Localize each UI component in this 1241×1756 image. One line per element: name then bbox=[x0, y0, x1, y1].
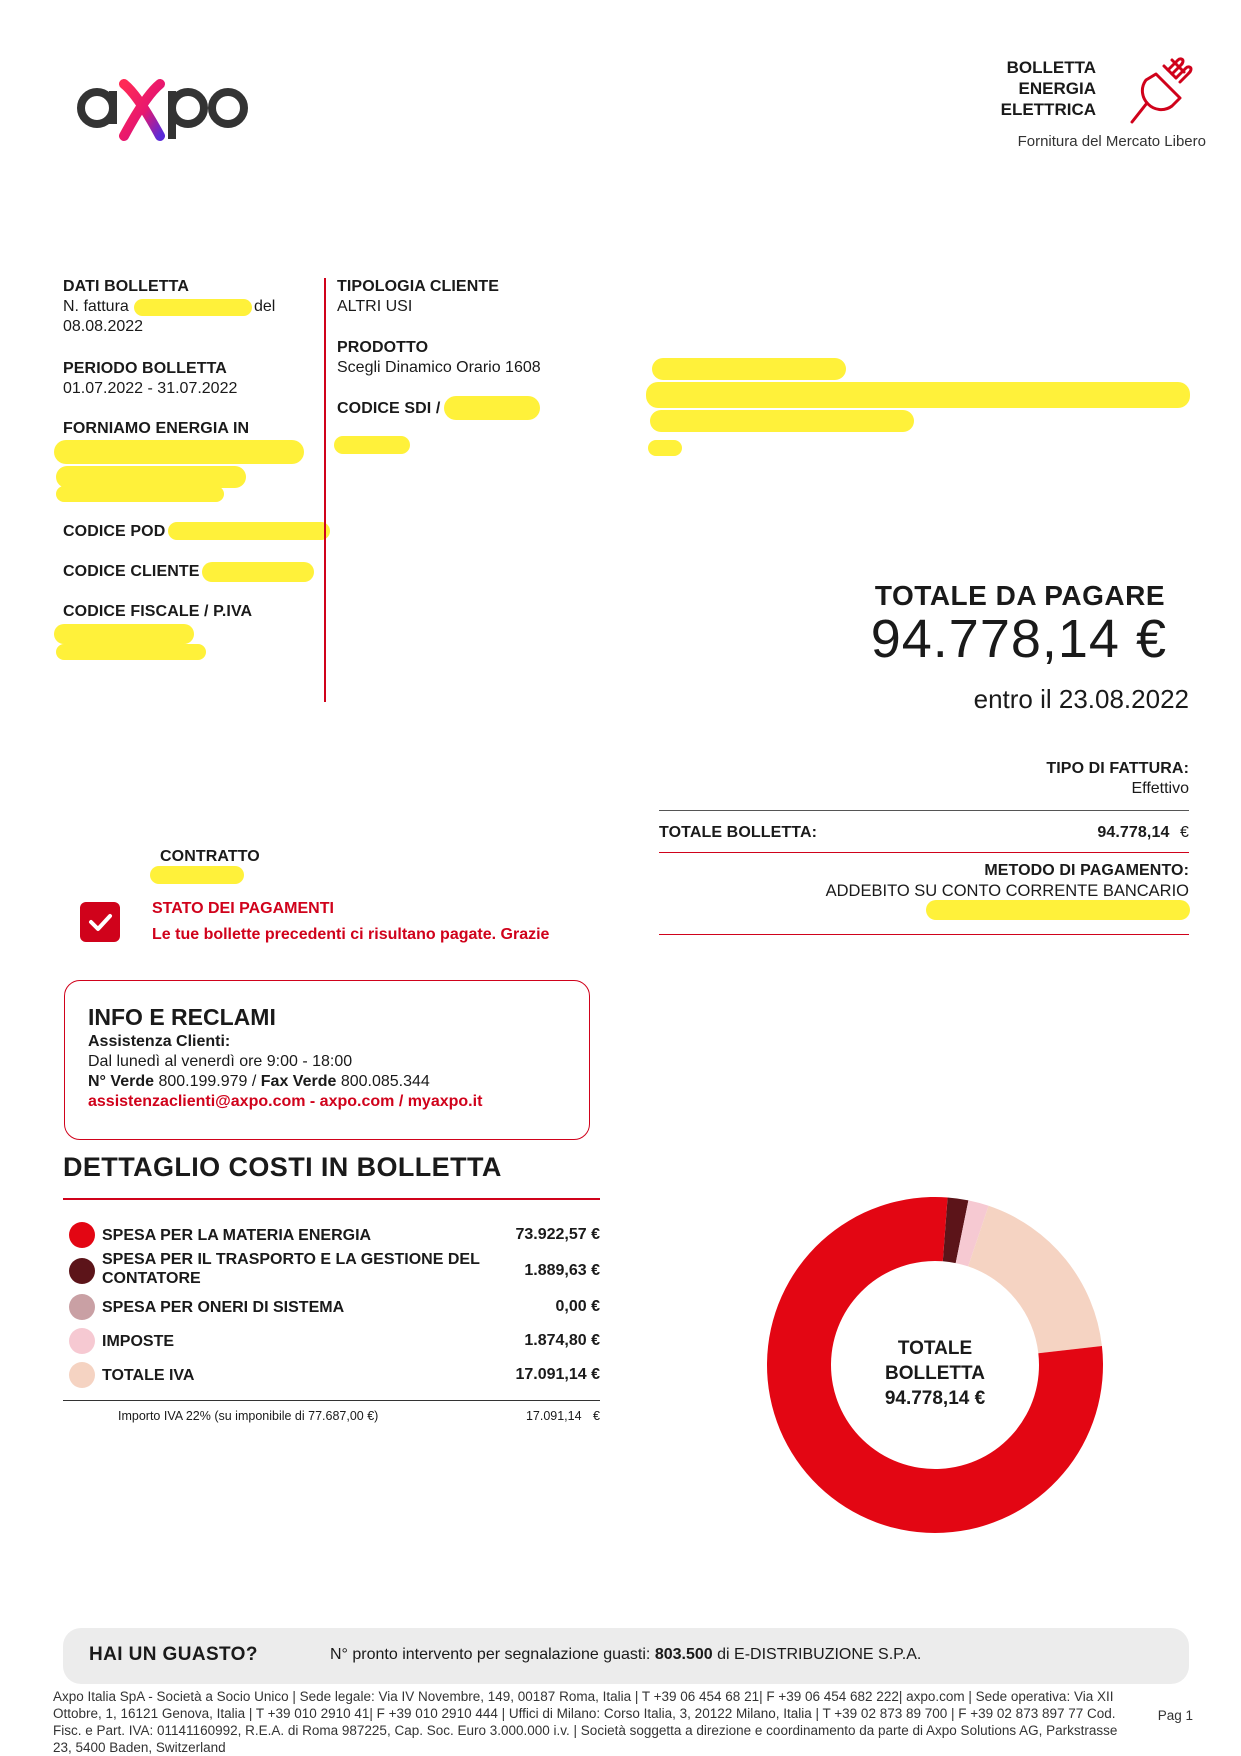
tipologia-label: TIPOLOGIA CLIENTE bbox=[337, 278, 499, 295]
redaction bbox=[650, 410, 914, 432]
doc-type-line3: ELETTRICA bbox=[1000, 100, 1096, 119]
metodo-label: METODO DI PAGAMENTO: bbox=[984, 862, 1189, 879]
redaction bbox=[202, 562, 314, 582]
donut-slice-iva bbox=[968, 1206, 1102, 1353]
totale-bolletta-value: 94.778,14 bbox=[1097, 824, 1170, 841]
sdi-label: CODICE SDI / bbox=[337, 400, 441, 417]
page-number: Pag 1 bbox=[1157, 1708, 1193, 1723]
doc-type-line1: BOLLETTA bbox=[1006, 58, 1096, 77]
check-icon bbox=[80, 902, 120, 942]
doc-type-line2: ENERGIA bbox=[1018, 79, 1096, 98]
cost-value-materia: 73.922,57 € bbox=[515, 1226, 600, 1243]
n-fattura-suffix: del bbox=[254, 298, 276, 315]
redaction bbox=[168, 522, 330, 540]
metodo-value: ADDEBITO SU CONTO CORRENTE BANCARIO bbox=[825, 882, 1189, 900]
guasto-prefix: N° pronto intervento per segnalazione guasti: bbox=[330, 1646, 651, 1663]
verde-number: 800.199.979 bbox=[158, 1073, 248, 1090]
redaction bbox=[56, 486, 224, 502]
invoice-date: 08.08.2022 bbox=[63, 318, 144, 335]
iva-note-value: 17.091,14 bbox=[525, 1409, 582, 1423]
periodo-label: PERIODO BOLLETTA bbox=[63, 360, 227, 377]
total-due: entro il 23.08.2022 bbox=[973, 684, 1189, 714]
donut-center-line3: 94.778,14 € bbox=[884, 1388, 986, 1409]
redaction bbox=[652, 358, 846, 380]
tipo-fattura-label: TIPO DI FATTURA: bbox=[1046, 760, 1189, 777]
legend-dot-oneri bbox=[69, 1294, 95, 1320]
redaction bbox=[56, 466, 246, 488]
legend-dot-iva bbox=[69, 1362, 95, 1388]
stato-message: Le tue bollette precedenti ci risultano pagate. Grazie bbox=[152, 926, 550, 943]
guasto-number: 803.500 bbox=[654, 1646, 713, 1663]
redaction bbox=[150, 866, 244, 884]
guasto-title: HAI UN GUASTO? bbox=[89, 1644, 258, 1665]
pod-label: CODICE POD bbox=[63, 523, 166, 540]
n-fattura-prefix: N. fattura bbox=[63, 298, 129, 315]
sep: / bbox=[251, 1073, 257, 1090]
redaction bbox=[56, 644, 206, 660]
info-title: INFO E RECLAMI bbox=[88, 1004, 276, 1030]
fax-number: 800.085.344 bbox=[340, 1073, 430, 1090]
prodotto-value: Scegli Dinamico Orario 1608 bbox=[337, 359, 541, 376]
guasto-suffix: di E-DISTRIBUZIONE S.P.A. bbox=[717, 1646, 922, 1663]
dati-bolletta-label: DATI BOLLETTA bbox=[63, 278, 190, 295]
iva-note-currency: € bbox=[593, 1409, 600, 1423]
forniamo-label: FORNIAMO ENERGIA IN bbox=[63, 420, 250, 437]
donut-center-line1: TOTALE bbox=[897, 1338, 973, 1359]
plug-icon bbox=[1128, 52, 1206, 130]
cost-value-iva: 17.091,14 € bbox=[515, 1366, 600, 1383]
redaction bbox=[134, 299, 252, 316]
total-amount: 94.778,14 € bbox=[870, 609, 1167, 669]
cost-label-materia: SPESA PER LA MATERIA ENERGIA bbox=[102, 1227, 372, 1244]
total-label: TOTALE DA PAGARE bbox=[874, 580, 1165, 611]
redaction bbox=[54, 624, 194, 644]
iva-note: Importo IVA 22% (su imponibile di 77.687,00 €) bbox=[118, 1409, 379, 1423]
totale-bolletta-label: TOTALE BOLLETTA: bbox=[659, 824, 818, 841]
axpo-logo bbox=[76, 78, 256, 150]
info-links[interactable]: assistenzaclienti@axpo.com - axpo.com / myaxpo.it bbox=[88, 1093, 483, 1110]
cost-label-iva: TOTALE IVA bbox=[102, 1367, 195, 1384]
column-divider bbox=[324, 278, 326, 702]
fiscale-label: CODICE FISCALE / P.IVA bbox=[63, 603, 253, 620]
stato-label: STATO DEI PAGAMENTI bbox=[152, 900, 334, 917]
assistenza-label: Assistenza Clienti: bbox=[88, 1033, 231, 1050]
periodo-value: 01.07.2022 - 31.07.2022 bbox=[63, 380, 238, 397]
tipologia-value: ALTRI USI bbox=[337, 298, 413, 315]
legend-dot-imposte bbox=[69, 1328, 95, 1354]
hours: Dal lunedì al venerdì ore 9:00 - 18:00 bbox=[88, 1053, 353, 1070]
donut-center-line2: BOLLETTA bbox=[885, 1363, 985, 1384]
redaction bbox=[646, 382, 1190, 408]
tipo-fattura-value: Effettivo bbox=[1131, 780, 1189, 797]
redaction bbox=[334, 436, 410, 454]
footer-legal: Axpo Italia SpA - Società a Socio Unico | Sede legale: Via IV Novembre, 149, 00187 Roma, Italia | T +39 06 454 68 21| F +39 06 454 682 222| axpo.com | Sede operativa: Via XII Ottobre, 1, 16121 Genova, Italia | T +39 010 2910 41| F +39 010 2910 444 | Uffici di Milano: Corso Italia, 3, 20122 Milano, Italia | T +39 02 873 89 700 | F +39 02 873 897 77 Cod. Fisc. e Part. IVA: 01141160992, R.E.A. di Roma 987225, Cap. Soc. Euro 3.000.000 i.v. | Società soggetta a direzione e coordinamento da parte di Axpo Solutions AG, Parkstrasse 23, 5400 Baden, Switzerland bbox=[53, 1689, 1118, 1755]
fax-label: Fax Verde bbox=[260, 1073, 337, 1090]
legend-dot-trasporto bbox=[69, 1258, 95, 1284]
currency: € bbox=[1180, 824, 1189, 841]
contratto-label: CONTRATTO bbox=[160, 848, 260, 865]
redaction bbox=[648, 440, 682, 456]
cost-label-trasporto: SPESA PER IL TRASPORTO E LA GESTIONE DEL CONTATORE bbox=[102, 1251, 480, 1287]
verde-label: N° Verde bbox=[88, 1073, 154, 1090]
redaction bbox=[926, 900, 1190, 920]
cost-label-imposte: IMPOSTE bbox=[102, 1333, 175, 1350]
cost-value-trasporto: 1.889,63 € bbox=[524, 1262, 600, 1279]
cost-value-oneri: 0,00 € bbox=[555, 1298, 600, 1315]
redaction bbox=[444, 396, 540, 420]
redaction bbox=[54, 440, 304, 464]
cliente-label: CODICE CLIENTE bbox=[63, 563, 200, 580]
cost-label-oneri: SPESA PER ONERI DI SISTEMA bbox=[102, 1299, 345, 1316]
legend-dot-materia bbox=[69, 1222, 95, 1248]
prodotto-label: PRODOTTO bbox=[337, 339, 429, 356]
supply-type: Fornitura del Mercato Libero bbox=[1017, 133, 1206, 150]
cost-value-imposte: 1.874,80 € bbox=[524, 1332, 600, 1349]
costs-title: DETTAGLIO COSTI IN BOLLETTA bbox=[63, 1152, 502, 1182]
